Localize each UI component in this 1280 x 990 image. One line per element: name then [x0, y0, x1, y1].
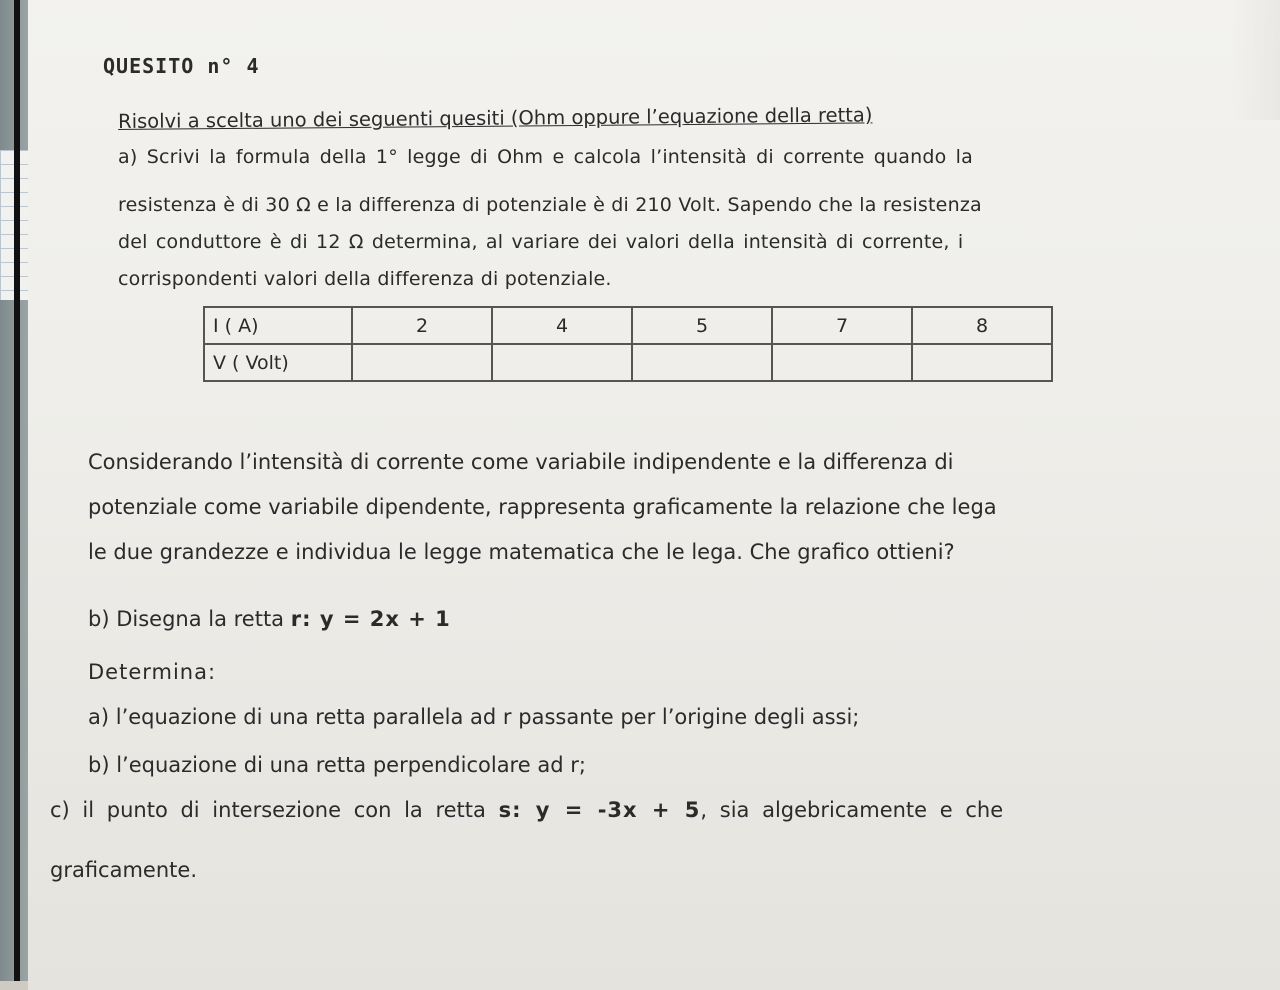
- table-cell: 7: [772, 307, 912, 344]
- task-item-c-text: c) il punto di intersezione con la retta: [50, 798, 499, 822]
- intro-instruction: Risolvi a scelta uno dei seguenti quesiti (Ohm oppure l’equazione della retta): [118, 103, 873, 133]
- table-cell: 4: [492, 307, 632, 344]
- part-a-graph-line-1: Considerando l’intensità di corrente come variabile indipendente e la differenza di: [88, 450, 954, 474]
- part-a-line-1: a) Scrivi la formula della 1° legge di Ohm e calcola l’intensità di corrente quando la: [118, 146, 974, 168]
- table-cell: 8: [912, 307, 1052, 344]
- part-a-graph-line-2: potenziale come variabile dipendente, rappresenta graficamente la relazione che lega: [88, 495, 997, 519]
- line-r-name: r:: [290, 607, 320, 631]
- table-cell: I ( A): [204, 307, 352, 344]
- table-row-current: [204, 307, 1052, 344]
- table-row-voltage: [204, 344, 1052, 381]
- task-item-a: a) l’equazione di una retta parallela ad r passante per l’origine degli assi;: [88, 705, 860, 729]
- table-cell-empty: [912, 344, 1052, 381]
- question-title: QUESITO n° 4: [103, 54, 260, 78]
- table-cell-empty: [632, 344, 772, 381]
- task-item-c-tail: , sia algebricamente e che: [700, 798, 1004, 822]
- table-cell-empty: [492, 344, 632, 381]
- part-a-graph-line-3: le due grandezze e individua le legge matematica che le lega. Che grafico ottieni?: [88, 540, 955, 564]
- part-a-line-2: resistenza è di 30 Ω e la differenza di potenziale è di 210 Volt. Sapendo che la resistenza: [118, 194, 982, 216]
- determina-heading: Determina:: [88, 660, 217, 684]
- line-r-equation: y = 2x + 1: [319, 607, 451, 631]
- task-item-c-line-2: graficamente.: [50, 858, 197, 882]
- table-cell-empty: [772, 344, 912, 381]
- part-b-label: b) Disegna la retta: [88, 607, 291, 631]
- line-s-name: s:: [498, 798, 536, 822]
- table-cell: 2: [352, 307, 492, 344]
- table-cell: V ( Volt): [204, 344, 352, 381]
- line-s-equation: y = -3x + 5: [535, 798, 701, 822]
- part-a-line-3: del conduttore è di 12 Ω determina, al variare dei valori della intensità di corrente, i: [118, 231, 964, 253]
- part-a-line-4: corrispondenti valori della differenza di potenziale.: [118, 268, 612, 290]
- table-cell: 5: [632, 307, 772, 344]
- ohm-values-table: [203, 306, 1053, 382]
- table-cell-empty: [352, 344, 492, 381]
- task-item-b: b) l’equazione di una retta perpendicolare ad r;: [88, 753, 586, 777]
- paper-corner-shadow: [1230, 0, 1280, 120]
- task-item-c: [50, 798, 1003, 822]
- binder-edge: [14, 0, 20, 981]
- part-b-statement: [88, 607, 451, 631]
